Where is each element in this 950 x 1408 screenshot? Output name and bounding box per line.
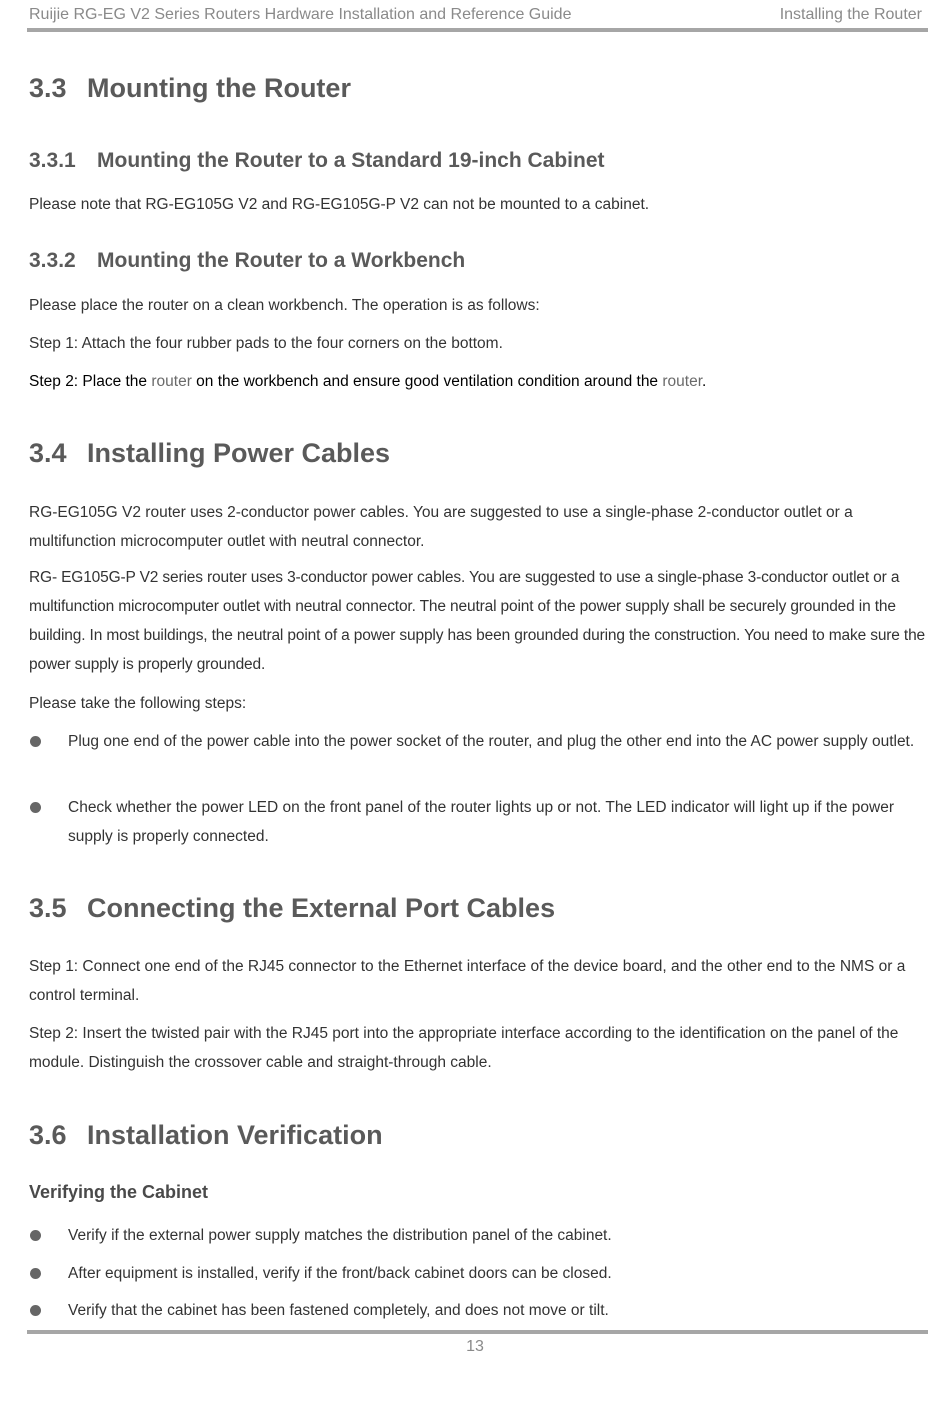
list-item: Verify that the cabinet has been fastened completely, and does not move or tilt. (29, 1296, 926, 1325)
section-3-6-heading: 3.6 Installation Verification (29, 1120, 383, 1150)
bullet-dot-icon (30, 1305, 41, 1316)
bullet-dot-icon (30, 1268, 41, 1279)
workbench-step-2: Step 2: Place the router on the workbench and ensure good ventilation condition around the router. (29, 373, 707, 390)
power-cable-paragraph-2: RG- EG105G-P V2 series router uses 3-conductor power cables. You are suggested to use a single-phase 3-conductor outlet or a multifunction microcomputer outlet with neutral connector. The neutral point of the power supply shall be securely grounded in the building. In most buildings, the neutral point of a power supply has been grounded during the construction. You need to make sure the power supply is properly grounded. (29, 569, 926, 673)
bullet-dot-icon (30, 736, 41, 747)
verifying-cabinet-subheading: Verifying the Cabinet (29, 1182, 209, 1202)
section-3-3-2-intro: Please place the router on a clean workbench. The operation is as follows: (29, 297, 540, 314)
section-3-3-heading: 3.3 Mounting the Router (29, 73, 351, 103)
workbench-step-1: Step 1: Attach the four rubber pads to the four corners on the bottom. (29, 335, 503, 352)
list-item: Plug one end of the power cable into the power socket of the router, and plug the other end into the AC power supply outlet. (29, 727, 926, 756)
power-cable-paragraph-1: RG-EG105G V2 router uses 2-conductor power cables. You are suggested to use a single-phase 2-conductor outlet or a multifunction microcomputer outlet with neutral connector. (29, 504, 853, 550)
port-cable-step-1: Step 1: Connect one end of the RJ45 connector to the Ethernet interface of the device board, and the other end to the NMS or a control terminal. (29, 958, 906, 1004)
bullet-dot-icon (30, 1230, 41, 1241)
page-number: 13 (466, 1338, 484, 1355)
section-3-5-heading: 3.5 Connecting the External Port Cables (29, 893, 556, 923)
header-rule (27, 28, 928, 32)
bullet-dot-icon (30, 802, 41, 813)
running-header-chapter: Installing the Router (779, 6, 922, 23)
list-item: After equipment is installed, verify if the front/back cabinet doors can be closed. (29, 1259, 926, 1288)
section-3-3-1-paragraph: Please note that RG-EG105G V2 and RG-EG105G-P V2 can not be mounted to a cabinet. (29, 196, 650, 213)
power-cable-steps-intro: Please take the following steps: (29, 695, 247, 712)
list-item: Verify if the external power supply matches the distribution panel of the cabinet. (29, 1221, 926, 1250)
section-3-4-heading: 3.4 Installing Power Cables (29, 438, 391, 468)
section-3-3-2-heading: 3.3.2 Mounting the Router to a Workbench (29, 249, 466, 272)
list-item: Check whether the power LED on the front panel of the router lights up or not. The LED indicator will light up if the power supply is properly connected. (29, 793, 926, 851)
port-cable-step-2: Step 2: Insert the twisted pair with the RJ45 port into the appropriate interface according to the identification on the panel of the module. Distinguish the crossover cable and straight-through cable. (29, 1025, 899, 1071)
section-3-3-1-heading: 3.3.1 Mounting the Router to a Standard 19-inch Cabinet (29, 149, 605, 172)
footer-rule (27, 1330, 928, 1334)
running-header-title: Ruijie RG-EG V2 Series Routers Hardware Installation and Reference Guide (29, 6, 572, 23)
